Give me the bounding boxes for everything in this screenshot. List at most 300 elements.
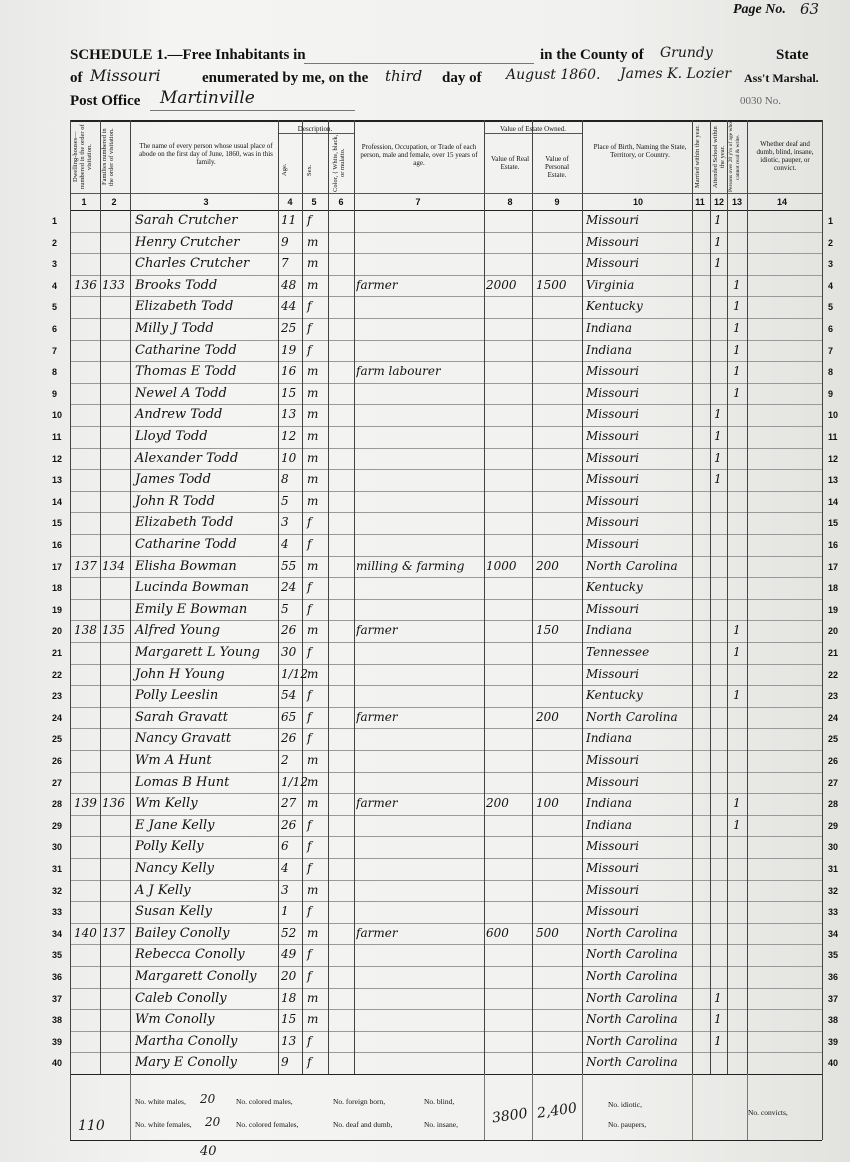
line-number: 18 [828, 583, 839, 594]
table-row [0, 923, 850, 945]
line-number: 31 [52, 864, 63, 874]
state-suffix: State [776, 47, 809, 63]
of-label: of [70, 70, 83, 86]
column-number: 6 [338, 197, 344, 207]
footer-blind: No. blind, [424, 1097, 455, 1106]
column-number: 4 [287, 197, 293, 207]
line-number: 14 [52, 496, 63, 507]
line-number: 28 [52, 799, 63, 810]
person-sex: m [307, 472, 319, 487]
line-number: 23 [828, 691, 839, 702]
person-name: Elizabeth Todd [135, 515, 234, 531]
person-age: 16 [281, 364, 297, 379]
person-birthplace: North Carolina [586, 709, 678, 724]
line-number: 16 [52, 540, 63, 550]
footer-deaf-dumb: No. deaf and dumb, [333, 1120, 393, 1129]
col-header-personal-estate: Value of Personal Estate. [544, 155, 570, 179]
table-row [0, 599, 850, 621]
person-occupation: farm labourer [356, 364, 441, 379]
person-name: Susan Kelly [135, 904, 212, 920]
line-number: 9 [52, 388, 58, 399]
line-number: 17 [828, 561, 839, 572]
person-age: 54 [281, 688, 297, 703]
person-birthplace: Kentucky [586, 688, 643, 703]
person-age: 4 [281, 861, 289, 875]
person-age: 15 [281, 385, 297, 400]
line-number: 3 [828, 259, 834, 270]
dwelling-number: 137 [74, 558, 97, 573]
column-number: 2 [111, 197, 117, 207]
line-number: 33 [52, 907, 63, 918]
table-row [0, 275, 850, 297]
person-age: 55 [281, 558, 297, 573]
person-age: 11 [281, 213, 297, 227]
person-age: 30 [281, 645, 297, 659]
person-birthplace: North Carolina [586, 969, 678, 983]
line-number: 24 [828, 712, 839, 723]
person-name: Mary E Conolly [135, 1055, 238, 1071]
person-sex: m [307, 407, 319, 422]
line-number: 8 [52, 367, 58, 378]
line-number: 5 [52, 302, 58, 313]
school-mark: 1 [714, 472, 722, 487]
line-number: 8 [828, 367, 834, 378]
illiteracy-mark: 1 [733, 817, 741, 832]
column-number: 5 [311, 197, 317, 207]
table-row [0, 988, 850, 1010]
real-estate-value: 200 [486, 796, 509, 811]
person-sex: f [307, 688, 312, 703]
person-birthplace: Indiana [586, 342, 633, 357]
line-number: 35 [828, 950, 839, 961]
person-age: 9 [281, 234, 289, 249]
person-age: 13 [281, 407, 297, 422]
person-birthplace: Missouri [586, 256, 639, 271]
line-number: 20 [828, 626, 839, 637]
real-estate-value: 2000 [486, 277, 517, 292]
person-name: Lucinda Bowman [135, 580, 249, 596]
table-row [0, 858, 850, 880]
person-name: Wm Conolly [135, 1012, 215, 1028]
person-sex: f [307, 580, 312, 595]
line-number: 13 [52, 475, 63, 486]
person-birthplace: Missouri [586, 774, 639, 789]
line-number: 37 [52, 993, 63, 1004]
person-name: Emily E Bowman [135, 601, 248, 617]
person-age: 13 [281, 1033, 297, 1048]
person-sex: m [307, 256, 319, 271]
person-sex: m [307, 450, 319, 465]
column-number: 12 [713, 197, 724, 207]
person-name: Alfred Young [135, 623, 221, 639]
table-row [0, 1052, 850, 1074]
county-value: Grundy [660, 45, 713, 61]
real-estate-value: 600 [486, 925, 509, 940]
person-birthplace: Missouri [586, 537, 639, 551]
line-number: 22 [828, 669, 839, 680]
person-name: Catharine Todd [135, 342, 237, 358]
table-row [0, 966, 850, 988]
footer-convicts: No. convicts, [748, 1108, 788, 1117]
person-birthplace: Indiana [586, 817, 633, 832]
person-birthplace: Indiana [586, 623, 633, 638]
person-name: Elizabeth Todd [135, 299, 234, 315]
line-number: 19 [828, 604, 839, 615]
person-sex: f [307, 1055, 312, 1070]
person-name: Margarett Conolly [135, 969, 257, 984]
line-number: 21 [828, 648, 839, 658]
line-number: 3 [52, 259, 58, 270]
line-number: 6 [52, 324, 58, 334]
col-header-estate: Value of Estate Owned. [499, 125, 567, 133]
column-number: 3 [203, 197, 209, 207]
line-number: 18 [52, 583, 63, 594]
person-name: E Jane Kelly [135, 817, 215, 833]
person-birthplace: Missouri [586, 407, 639, 422]
table-row [0, 728, 850, 750]
real-estate-value: 1000 [486, 558, 517, 573]
line-number: 33 [828, 907, 839, 918]
line-number: 11 [828, 432, 838, 442]
table-row [0, 685, 850, 707]
illiteracy-mark: 1 [733, 299, 741, 314]
person-occupation: farmer [356, 925, 398, 940]
person-name: Brooks Todd [135, 277, 218, 293]
person-birthplace: Missouri [586, 472, 639, 487]
line-number: 4 [52, 280, 58, 291]
person-sex: f [307, 213, 312, 227]
line-number: 39 [828, 1036, 839, 1047]
person-sex: m [307, 666, 319, 681]
column-number: 14 [776, 197, 787, 207]
line-number: 34 [828, 928, 839, 939]
person-age: 24 [281, 580, 297, 595]
person-birthplace: Kentucky [586, 299, 643, 314]
person-name: Henry Crutcher [135, 234, 240, 250]
school-mark: 1 [714, 990, 722, 1005]
person-birthplace: Missouri [586, 364, 639, 379]
person-sex: m [307, 796, 319, 811]
person-sex: f [307, 1033, 312, 1048]
person-sex: f [307, 321, 312, 335]
footer-real-estate-total: 3800 [491, 1105, 529, 1127]
person-sex: m [307, 429, 319, 443]
col-header-age: Age. [281, 163, 288, 177]
person-age: 25 [281, 321, 297, 335]
person-name: Nancy Gravatt [135, 731, 232, 747]
state-value: Missouri [90, 66, 161, 85]
person-occupation: farmer [356, 623, 398, 638]
family-number: 136 [102, 796, 125, 811]
illiteracy-mark: 1 [733, 688, 741, 703]
person-age: 3 [281, 882, 289, 897]
table-row [0, 707, 850, 729]
table-row [0, 620, 850, 642]
line-number: 9 [828, 388, 834, 399]
line-number: 37 [828, 993, 839, 1004]
footer-colored-females: No. colored females, [236, 1120, 299, 1129]
footer-white-females: No. white females, [135, 1120, 192, 1129]
person-age: 49 [281, 947, 297, 962]
person-birthplace: Missouri [586, 666, 639, 681]
person-birthplace: North Carolina [586, 990, 678, 1005]
person-age: 52 [281, 925, 297, 940]
person-sex: f [307, 904, 312, 919]
person-birthplace: Tennessee [586, 645, 650, 659]
personal-estate-value: 500 [536, 925, 559, 940]
marshal-name: James K. Lozier [620, 66, 732, 82]
personal-estate-value: 200 [536, 558, 559, 573]
person-sex: m [307, 493, 319, 508]
person-sex: m [307, 364, 319, 379]
county-label: in the County of [540, 47, 644, 63]
line-number: 30 [828, 842, 839, 853]
person-age: 48 [281, 277, 297, 292]
school-mark: 1 [714, 1012, 722, 1027]
person-sex: f [307, 342, 312, 357]
person-birthplace: North Carolina [586, 1033, 678, 1048]
person-birthplace: Missouri [586, 515, 639, 530]
table-row [0, 491, 850, 513]
person-birthplace: Missouri [586, 904, 639, 919]
line-number: 35 [52, 950, 63, 961]
person-name: Andrew Todd [135, 407, 223, 423]
person-sex: m [307, 925, 319, 940]
personal-estate-value: 100 [536, 796, 559, 811]
person-age: 44 [281, 299, 297, 314]
column-number: 13 [731, 197, 742, 207]
table-row [0, 750, 850, 772]
person-sex: f [307, 839, 312, 854]
person-age: 26 [281, 817, 297, 832]
line-number: 27 [52, 777, 63, 788]
family-number: 133 [102, 277, 125, 292]
illiteracy-mark: 1 [733, 623, 741, 638]
table-row [0, 210, 850, 232]
person-age: 4 [281, 537, 289, 551]
table-row [0, 793, 850, 815]
person-sex: m [307, 623, 319, 638]
person-occupation: farmer [356, 709, 398, 724]
person-sex: f [307, 731, 312, 746]
line-number: 13 [828, 475, 839, 486]
family-number: 135 [102, 623, 125, 638]
table-row [0, 383, 850, 405]
column-number: 8 [507, 197, 513, 207]
line-number: 5 [828, 302, 834, 313]
person-name: Charles Crutcher [135, 256, 250, 272]
person-age: 19 [281, 342, 297, 357]
month-year: August 1860. [506, 67, 601, 83]
footer-colored-males: No. colored males, [236, 1097, 293, 1106]
person-age: 26 [281, 731, 297, 746]
footer-white-males-value: 20 [200, 1092, 216, 1106]
person-sex: m [307, 385, 319, 400]
line-number: 30 [52, 842, 63, 853]
col-header-birthplace: Place of Birth, Naming the State, Territory, or Country. [593, 143, 687, 159]
person-name: Polly Kelly [135, 839, 204, 855]
person-birthplace: Virginia [586, 277, 635, 292]
table-row [0, 340, 850, 362]
person-age: 1 [281, 904, 289, 919]
illiteracy-mark: 1 [733, 277, 741, 292]
col-header-married: Married within the year. [694, 125, 701, 189]
illiteracy-mark: 1 [733, 364, 741, 379]
person-birthplace: Indiana [586, 321, 633, 335]
footer-idiotic: No. idiotic, [608, 1100, 642, 1109]
person-sex: f [307, 947, 312, 962]
person-birthplace: Kentucky [586, 580, 643, 595]
person-name: Lloyd Todd [135, 429, 208, 444]
school-mark: 1 [714, 429, 722, 443]
table-row [0, 901, 850, 923]
person-birthplace: North Carolina [586, 925, 678, 940]
line-number: 40 [52, 1058, 63, 1069]
line-number: 15 [52, 518, 63, 529]
person-sex: f [307, 709, 312, 724]
table-row [0, 232, 850, 254]
footer-paupers: No. paupers, [608, 1120, 647, 1129]
person-sex: f [307, 537, 312, 551]
marshal-label: Ass't Marshal. [744, 71, 819, 85]
person-name: Elisha Bowman [135, 558, 237, 574]
person-name: Margarett L Young [135, 645, 260, 660]
table-row [0, 944, 850, 966]
table-row [0, 448, 850, 470]
person-age: 8 [281, 472, 289, 487]
col-header-occupation: Profession, Occupation, or Trade of each person, male and female, over 15 years of age. [360, 143, 478, 167]
line-number: 12 [52, 453, 63, 464]
line-number: 6 [828, 324, 834, 334]
col-header-color: Color, { White, black, or mulatto. [332, 134, 346, 192]
table-row [0, 836, 850, 858]
person-sex: f [307, 601, 312, 616]
person-age: 6 [281, 839, 289, 854]
person-age: 15 [281, 1012, 297, 1027]
line-number: 23 [52, 691, 63, 702]
line-number: 2 [52, 237, 58, 248]
table-row [0, 469, 850, 491]
dwelling-number: 138 [74, 623, 97, 638]
line-number: 11 [52, 432, 62, 442]
person-age: 65 [281, 709, 297, 724]
line-number: 27 [828, 777, 839, 788]
illiteracy-mark: 1 [733, 645, 741, 659]
column-number: 11 [695, 197, 705, 207]
page-number: 63 [800, 0, 820, 18]
person-name: Newel A Todd [135, 385, 227, 401]
person-age: 3 [281, 515, 289, 530]
col-header-illiterate: Persons over 20 y'rs of age who cannot read & write. [728, 121, 741, 193]
page-number-label: Page No. [733, 2, 786, 17]
person-occupation: milling & farming [356, 558, 465, 573]
school-mark: 1 [714, 450, 722, 465]
person-name: Sarah Gravatt [135, 709, 229, 725]
person-age: 9 [281, 1055, 289, 1070]
post-office-label: Post Office [70, 93, 141, 109]
footer-foreign-born: No. foreign born, [333, 1097, 386, 1106]
personal-estate-value: 1500 [536, 277, 567, 292]
school-mark: 1 [714, 1033, 722, 1048]
line-number: 10 [52, 410, 63, 421]
col-header-name: The name of every person whose usual place of abode on the first day of June, 1860, was in this family. [139, 142, 273, 166]
line-number: 24 [52, 712, 63, 723]
person-name: Caleb Conolly [135, 990, 227, 1006]
person-age: 7 [281, 256, 289, 271]
person-name: Bailey Conolly [135, 925, 230, 941]
column-number: 7 [415, 197, 421, 207]
col-header-real-estate: Value of Real Estate. [490, 155, 530, 171]
line-number: 22 [52, 669, 63, 680]
line-number: 7 [52, 345, 58, 356]
person-sex: f [307, 645, 312, 659]
illiteracy-mark: 1 [733, 321, 741, 335]
illiteracy-mark: 1 [733, 342, 741, 357]
col-header-deaf-blind: Whether deaf and dumb, blind, insane, idiotic, pauper, or convict. [756, 140, 814, 172]
col-header-description: Description. [297, 125, 333, 133]
line-number: 17 [52, 561, 63, 572]
dwelling-number: 139 [74, 796, 97, 811]
table-row [0, 772, 850, 794]
person-occupation: farmer [356, 796, 398, 811]
person-age: 1/12 [281, 666, 308, 681]
post-office-value: Martinville [160, 88, 255, 108]
person-sex: m [307, 558, 319, 573]
line-number: 28 [828, 799, 839, 810]
person-birthplace: North Carolina [586, 1012, 678, 1027]
archive-stamp: 0030 No. [740, 95, 781, 107]
person-age: 18 [281, 990, 297, 1005]
line-number: 40 [828, 1058, 839, 1069]
table-row [0, 880, 850, 902]
table-row [0, 642, 850, 664]
table-row [0, 296, 850, 318]
person-age: 10 [281, 450, 297, 465]
person-birthplace: Missouri [586, 493, 639, 508]
person-sex: m [307, 753, 319, 767]
person-name: Polly Leeslin [135, 688, 219, 704]
line-number: 21 [52, 648, 63, 658]
line-number: 31 [828, 864, 839, 874]
person-name: Martha Conolly [135, 1033, 238, 1049]
line-number: 34 [52, 928, 63, 939]
table-row [0, 556, 850, 578]
person-name: A J Kelly [135, 882, 191, 898]
family-number: 134 [102, 558, 125, 573]
column-number: 1 [81, 197, 87, 207]
col-header-dwelling: Dwelling-houses—numbered in the order of visitation. [72, 124, 93, 190]
line-number: 1 [828, 216, 834, 226]
school-mark: 1 [714, 234, 722, 249]
personal-estate-value: 150 [536, 623, 559, 638]
table-row [0, 1031, 850, 1053]
line-number: 20 [52, 626, 63, 637]
line-number: 38 [52, 1015, 63, 1026]
person-sex: f [307, 861, 312, 875]
person-name: Wm Kelly [135, 796, 198, 812]
person-name: James Todd [135, 472, 211, 488]
line-number: 29 [828, 820, 839, 831]
person-birthplace: North Carolina [586, 1055, 678, 1070]
line-number: 16 [828, 540, 839, 550]
school-mark: 1 [714, 213, 722, 227]
table-row [0, 1009, 850, 1031]
person-sex: m [307, 277, 319, 292]
line-number: 7 [828, 345, 834, 356]
person-age: 27 [281, 796, 297, 811]
line-number: 25 [52, 734, 63, 745]
person-age: 12 [281, 429, 297, 443]
